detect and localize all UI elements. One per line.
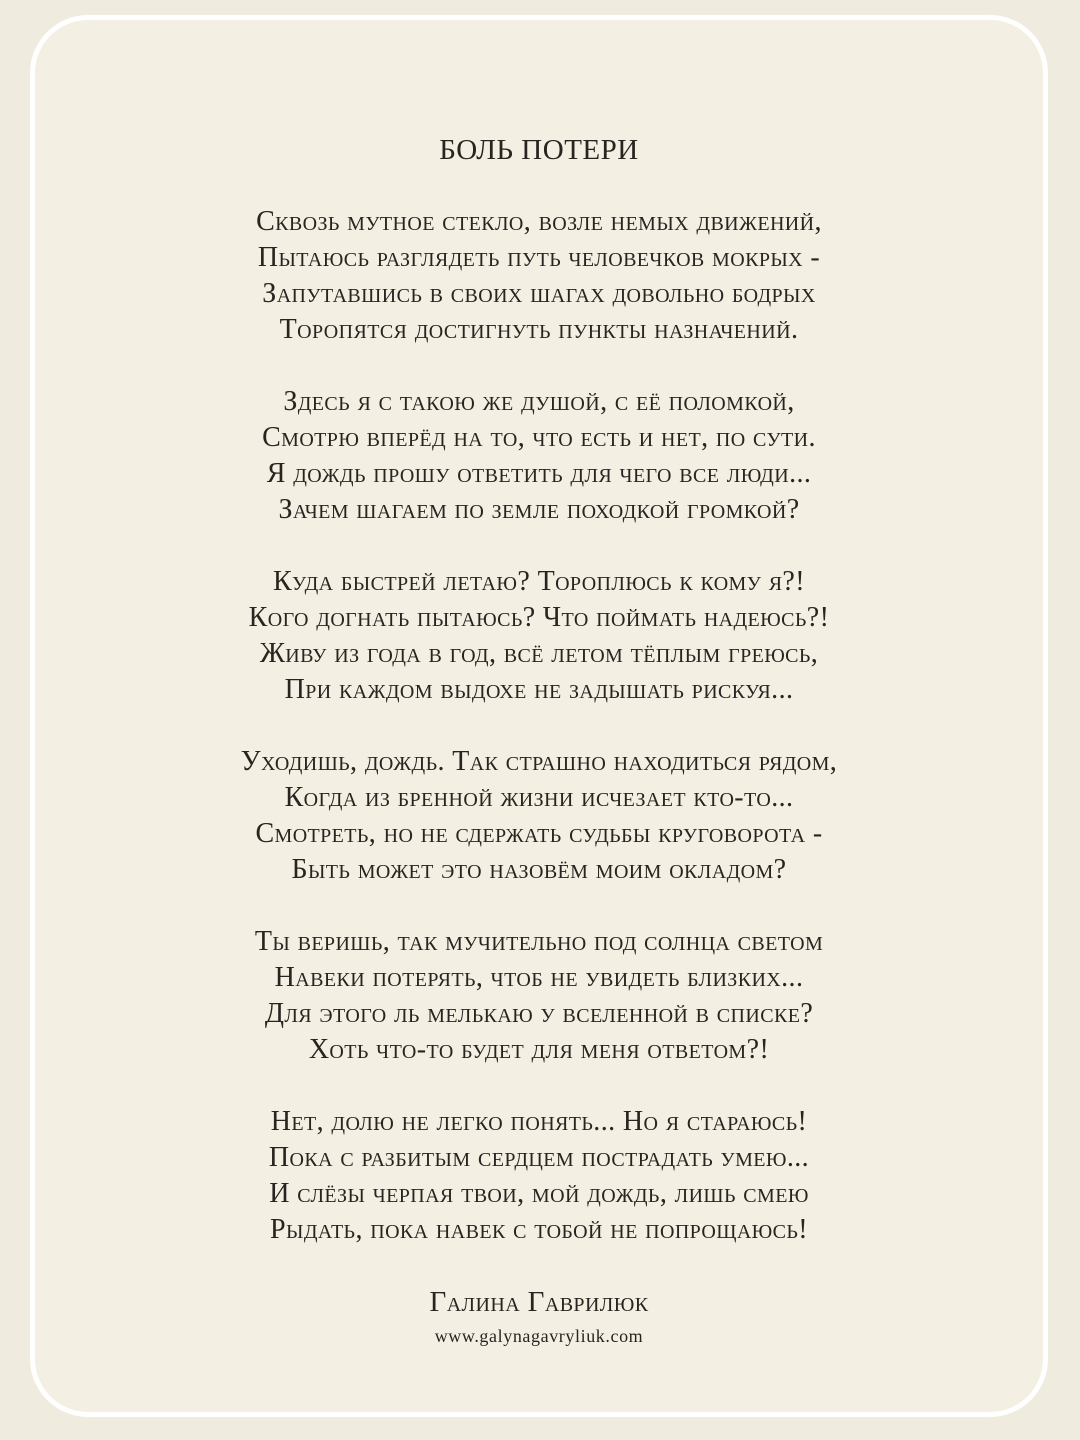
stanza-2 bbox=[35, 384, 1043, 528]
poem-line: Хоть что-то будет для меня ответом?! bbox=[308, 1034, 770, 1065]
poem-line: Быть может это назовём моим окладом? bbox=[291, 854, 787, 885]
poem-line: Запутавшись в своих шагах довольно бодрых bbox=[262, 278, 816, 309]
poem-line: Уходишь, дождь. Так страшно находиться рядом, bbox=[240, 746, 838, 777]
stanza-5 bbox=[35, 924, 1043, 1068]
poem-line: Куда быстрей летаю? Тороплюсь к кому я?! bbox=[272, 566, 805, 597]
poem-title: БОЛЬ ПОТЕРИ bbox=[439, 134, 639, 166]
poem-line: Пока с разбитым сердцем пострадать умею... bbox=[268, 1142, 810, 1173]
author-name: Галина Гаврилюк bbox=[429, 1286, 649, 1318]
website-url: www.galynagavryliuk.com bbox=[434, 1326, 644, 1346]
stanza-6 bbox=[35, 1104, 1043, 1248]
poem-body bbox=[35, 204, 1043, 1248]
poem-line: При каждом выдохе не задышать рискуя... bbox=[284, 674, 794, 705]
poem-line: Сквозь мутное стекло, возле немых движений, bbox=[256, 206, 822, 237]
stanza-3 bbox=[35, 564, 1043, 708]
poem-line: Живу из года в год, всё летом тёплым греюсь, bbox=[259, 638, 819, 669]
poem-line: Зачем шагаем по земле походкой громкой? bbox=[278, 494, 800, 525]
poem-line: Ты веришь, так мучительно под солнца светом bbox=[254, 926, 824, 957]
poem-line: Пытаюсь разглядеть путь человечков мокрых - bbox=[257, 242, 821, 273]
poem-line: Торопятся достигнуть пункты назначений. bbox=[279, 314, 799, 345]
poem-line: Нет, долю не легко понять... Но я стараюсь! bbox=[270, 1106, 808, 1137]
poem-line: Кого догнать пытаюсь? Что поймать надеюсь?! bbox=[248, 602, 830, 633]
poem-line: Здесь я с такою же душой, с её поломкой, bbox=[283, 386, 795, 417]
poem-line: Я дождь прошу ответить для чего все люди... bbox=[266, 458, 812, 489]
poem-line: Навеки потерять, чтоб не увидеть близких... bbox=[274, 962, 804, 993]
poem-line: Смотреть, но не сдержать судьбы круговорота - bbox=[255, 818, 823, 849]
poem-line: Смотрю вперёд на то, что есть и нет, по сути. bbox=[262, 422, 816, 453]
poem-line: Рыдать, пока навек с тобой не попрощаюсь! bbox=[270, 1214, 808, 1245]
poem-line: И слёзы черпая твои, мой дождь, лишь смею bbox=[269, 1178, 809, 1209]
stanza-4 bbox=[35, 744, 1043, 888]
poem-line: Для этого ль мелькаю у вселенной в списке? bbox=[264, 998, 814, 1029]
poem-line: Когда из бренной жизни исчезает кто-то... bbox=[284, 782, 794, 813]
poem-card bbox=[30, 15, 1048, 1417]
stanza-1 bbox=[35, 204, 1043, 348]
